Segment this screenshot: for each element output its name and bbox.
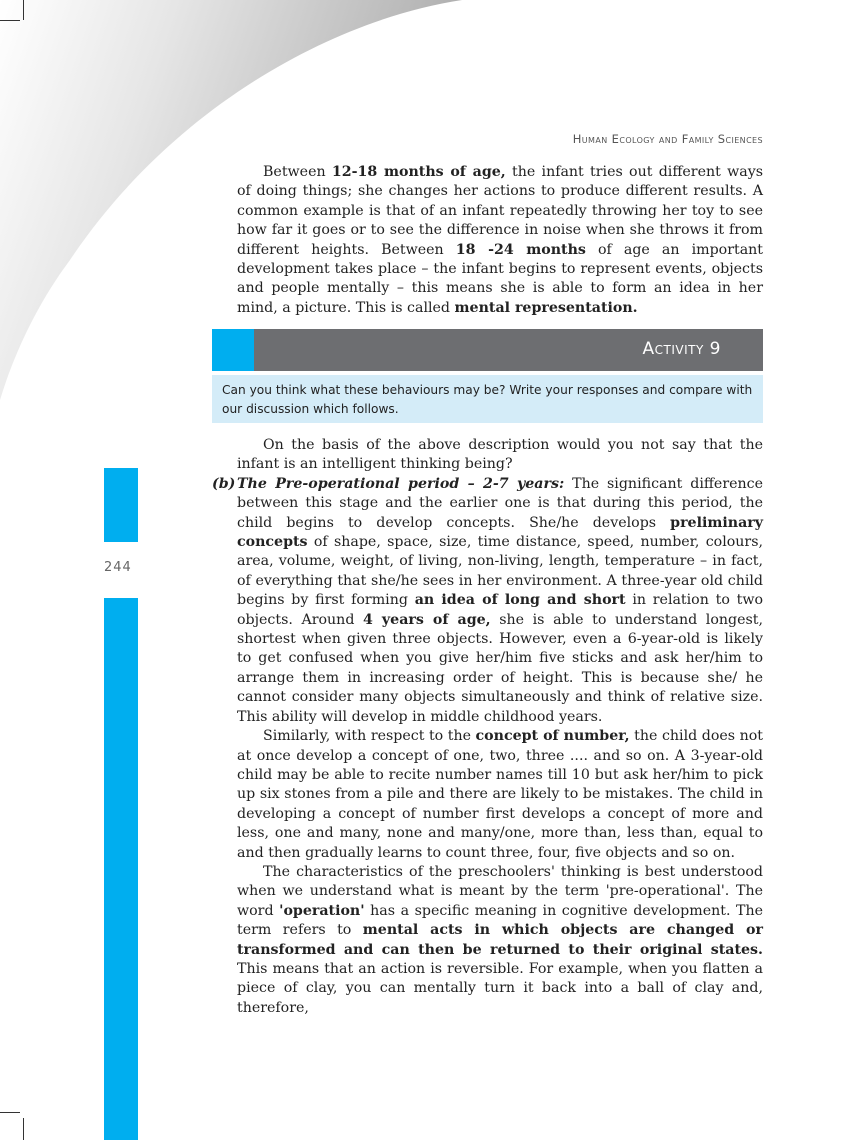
activity-prompt: Can you think what these behaviours may be? Write your responses and compare with our discussion which follows.	[222, 383, 753, 416]
activity-prompt-box	[212, 375, 763, 423]
crop-mark-bottom-vertical	[23, 1118, 24, 1140]
activity-title: Activity 9	[642, 339, 721, 359]
page-number: 244	[104, 560, 132, 575]
sidebar-bar-top	[104, 468, 138, 542]
operation-paragraph: The characteristics of the preschoolers' thinking is best understood when we understand what is meant by the term 'pre-operational'. The word 'operation' has a specific meaning in cognitive development. The term refers to mental acts in which objects are changed or transformed and can then be returned to their original states. This means that an action is reversible. For example, when you flatten a piece of clay, you can mentally turn it back into a ball of clay and, therefore,	[237, 863, 763, 1016]
intro-paragraph: Between 12-18 months of age, the infant tries out different ways of doing things; she changes her actions to produce different results. A common example is that of an infant repeatedly throwing her toy to see how far it goes or to see the difference in noise when she throws it from different heights. Between 18 -24 months of age an important development takes place – the infant begins to represent events, objects and people mentally – this means she is able to form an idea in her mind, a picture. This is called mental representation.	[237, 164, 764, 316]
number-concept-paragraph: Similarly, with respect to the concept of number, the child does not at once develop a concept of one, two, three .... and so on. A 3-year-old child may be able to recite number names till 10 but ask her/him to pick up six stones from a pile and there are likely to be mistakes. The child in developing a concept of number first develops a concept of more and less, one and many, none and many/one, more than, less than, equal to and then gradually learns to count three, four, five objects and so on.	[237, 728, 763, 861]
main-body	[212, 436, 764, 1018]
section-b-paragraph: (b) The Pre-operational period – 2-7 years: The significant difference between this stage and the earlier one is that during this period, the child begins to develop concepts. She/he develops preliminary concepts of shape, space, size, time distance, speed, number, colours, area, volume, weight, of living, non-living, length, temperature – in fact, of everything that she/he sees in her environment. A three-year old child begins by first forming an idea of long and short in relation to two objects. Around 4 years of age, she is able to understand longest, shortest when given three objects. However, even a 6-year-old is likely to get confused when you give her/him five sticks and ask her/him to arrange them in increasing order of height. This is because she/ he cannot consider many objects simultaneously and think of relative size. This ability will develop in middle childhood years.	[212, 475, 764, 725]
section-b-title: The Pre-operational period – 2-7 years:	[237, 475, 565, 492]
activity-banner	[212, 329, 763, 371]
crop-mark-top-vertical	[23, 0, 24, 20]
activity-banner-accent	[212, 329, 254, 371]
section-b-label: (b)	[212, 475, 236, 492]
sidebar-bar-bottom	[104, 598, 138, 1140]
running-header: Human Ecology and Family Sciences	[572, 132, 763, 146]
crop-mark-top-horizontal	[0, 20, 20, 21]
basis-paragraph: On the basis of the above description would you not say that the infant is an intelligent thinking being?	[237, 437, 763, 473]
crop-mark-bottom-horizontal	[0, 1112, 20, 1113]
